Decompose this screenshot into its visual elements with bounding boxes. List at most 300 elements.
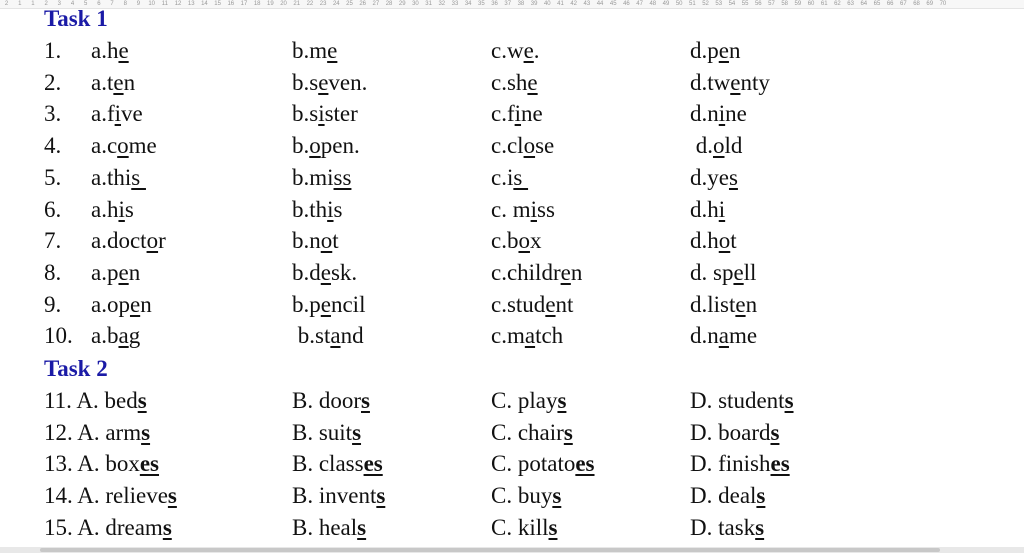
option-text: r xyxy=(158,228,166,254)
underlined-letters: s xyxy=(755,514,765,540)
underlined-letters: e xyxy=(320,259,331,285)
option-c4 xyxy=(690,483,765,509)
underlined-letters: a xyxy=(330,323,341,349)
task1-row xyxy=(0,292,1024,324)
option-text: c.w xyxy=(491,38,524,63)
ruler-tick: 33 xyxy=(451,1,459,7)
underlined-letters: s xyxy=(162,514,172,540)
ruler-tick: 44 xyxy=(596,1,604,7)
option-text: a.p xyxy=(91,259,119,285)
ruler-tick: 31 xyxy=(425,1,432,7)
option-c2 xyxy=(292,38,337,64)
ruler-tick: 37 xyxy=(504,1,512,7)
option-c4 xyxy=(690,101,747,127)
option-text: d.h xyxy=(690,228,719,254)
option-text: D. task xyxy=(690,514,756,540)
option-text: ll xyxy=(743,259,757,285)
underlined-letters: es xyxy=(575,451,595,477)
underlined-letters: e xyxy=(327,38,338,63)
underlined-letters: e xyxy=(527,69,538,95)
task1-row xyxy=(0,165,1024,197)
option-c3 xyxy=(491,292,573,318)
underlined-letters: o xyxy=(518,228,530,254)
ruler-tick: 15 xyxy=(214,1,221,7)
option-c1 xyxy=(91,260,140,286)
option-c2 xyxy=(292,197,342,223)
ruler-tick: 7 xyxy=(110,1,114,7)
option-text: me xyxy=(728,323,758,349)
underlined-letters: e xyxy=(118,38,129,63)
ruler-tick: 68 xyxy=(913,1,920,7)
underlined-letters: ss xyxy=(333,164,352,190)
option-text: c.sh xyxy=(491,69,528,95)
option-text: D. board xyxy=(690,419,771,445)
ruler-tick: 28 xyxy=(385,1,393,7)
option-text: B. suit xyxy=(292,419,353,445)
option-text: b.s xyxy=(292,101,319,127)
ruler-tick: 59 xyxy=(794,1,802,7)
underlined-letters: e xyxy=(523,38,534,63)
option-text: ncil xyxy=(330,291,366,317)
underlined-letters: o xyxy=(320,228,333,254)
option-text: n xyxy=(140,291,152,317)
option-text: me xyxy=(128,133,157,159)
ruler-tick: 62 xyxy=(834,1,841,7)
ruler-tick: 39 xyxy=(530,1,538,7)
ruler-tick: 45 xyxy=(609,1,617,7)
option-text: c.f xyxy=(491,101,515,127)
option-c1 xyxy=(91,292,152,318)
option-c4 xyxy=(690,451,790,477)
ruler-tick: 36 xyxy=(491,1,498,7)
underlined-letters: s xyxy=(728,164,738,190)
underlined-letters: e xyxy=(129,291,141,317)
ruler-tick: 14 xyxy=(201,1,208,7)
task2-row xyxy=(0,420,1024,452)
underlined-letters: i xyxy=(514,101,522,127)
option-text: x xyxy=(529,228,542,254)
underlined-letters: o xyxy=(146,228,159,254)
ruler-tick: 13 xyxy=(187,1,195,7)
option-c2 xyxy=(292,483,385,509)
ruler-tick: 56 xyxy=(754,1,762,7)
option-text: pen. xyxy=(320,133,360,159)
option-c2 xyxy=(292,323,364,349)
option-c1 xyxy=(44,388,147,414)
task2-row xyxy=(0,483,1024,515)
option-text: tch xyxy=(535,323,564,349)
option-c1 xyxy=(44,420,150,446)
ruler-tick: 52 xyxy=(702,1,709,7)
underlined-letters: es xyxy=(770,451,790,477)
option-text: C. chair xyxy=(491,419,564,445)
option-c3 xyxy=(491,228,541,254)
task1-heading: Task 1 xyxy=(44,6,108,31)
task1-row xyxy=(0,133,1024,165)
ruler-tick: 23 xyxy=(319,1,327,7)
option-text: sk. xyxy=(330,259,358,285)
option-c4 xyxy=(690,38,740,64)
ruler-tick: 40 xyxy=(543,1,551,7)
question-number: 2. xyxy=(44,69,62,95)
option-c1 xyxy=(91,133,157,159)
option-c2 xyxy=(292,420,361,446)
ruler-tick: 63 xyxy=(847,1,854,7)
option-c1 xyxy=(91,165,146,191)
ruler-tick: 3 xyxy=(57,1,62,7)
option-text: c. m xyxy=(491,196,531,222)
underlined-letters: i xyxy=(318,101,325,127)
underlined-letters: o xyxy=(523,133,536,159)
ruler-tick: 69 xyxy=(926,1,934,7)
task1-row xyxy=(0,70,1024,102)
ruler-tick: 38 xyxy=(517,1,525,7)
ruler-tick: 1 xyxy=(31,1,35,7)
option-text: d.ye xyxy=(690,164,729,190)
option-c3 xyxy=(491,483,561,509)
option-c4 xyxy=(690,515,764,541)
task2-row xyxy=(0,515,1024,547)
option-c2 xyxy=(292,70,367,96)
option-text: b.p xyxy=(292,291,321,317)
option-text: b.th xyxy=(292,196,328,222)
option-text: s xyxy=(124,196,134,222)
option-c4 xyxy=(690,165,738,191)
underlined-letters: a xyxy=(118,323,129,349)
task1-row xyxy=(0,323,1024,355)
option-c4 xyxy=(690,388,794,414)
option-c4 xyxy=(690,197,725,223)
underlined-letters: i xyxy=(718,101,726,127)
option-text: d.list xyxy=(690,291,736,317)
underlined-letters: e xyxy=(118,259,129,285)
underlined-letters: s xyxy=(563,419,573,445)
ruler-tick: 6 xyxy=(97,1,101,7)
underlined-letters: es xyxy=(363,451,383,477)
ruler-tick: 24 xyxy=(332,1,340,7)
option-text: d. sp xyxy=(690,259,734,285)
option-text: a.f xyxy=(91,101,115,127)
option-text: ne xyxy=(521,101,543,127)
option-text: d.n xyxy=(690,323,719,349)
option-text: ve xyxy=(121,101,143,127)
option-text: b.n xyxy=(292,228,321,254)
option-c3 xyxy=(491,323,563,349)
ruler-tick: 67 xyxy=(900,1,907,7)
underlined-letters: i xyxy=(114,101,122,127)
option-text: nd xyxy=(340,323,364,349)
option-text: n xyxy=(570,259,583,285)
option-text: ss xyxy=(537,196,555,222)
question-number: 1. xyxy=(44,38,62,63)
option-text: n xyxy=(745,291,758,317)
task1-row xyxy=(0,38,1024,70)
option-c1 xyxy=(91,38,129,64)
option-c2 xyxy=(292,260,357,286)
option-text: n xyxy=(128,259,141,285)
option-text: 14. A. relieve xyxy=(44,483,168,509)
option-text: 13. A. box xyxy=(44,451,140,477)
ruler-tick: 27 xyxy=(372,1,380,7)
ruler-tick: 2 xyxy=(44,1,48,7)
option-c3 xyxy=(491,165,528,191)
underlined-letters: s xyxy=(131,164,146,190)
option-text: a.b xyxy=(91,323,119,349)
option-text: a.c xyxy=(91,133,118,159)
option-text: ne xyxy=(725,101,747,127)
underlined-letters: e xyxy=(730,69,741,95)
option-text: g xyxy=(128,323,141,349)
option-text: nty xyxy=(740,69,770,95)
ruler-tick: 51 xyxy=(689,1,696,7)
underlined-letters: e xyxy=(320,291,331,317)
option-c3 xyxy=(491,197,555,223)
option-text: a.thi xyxy=(91,164,132,190)
ruler-tick: 20 xyxy=(280,1,287,7)
option-text: se xyxy=(535,133,555,159)
underlined-letters: s xyxy=(141,419,151,445)
ruler-tick: 2 xyxy=(4,1,9,7)
ruler-tick: 21 xyxy=(293,1,301,7)
option-text: B. class xyxy=(292,451,364,477)
task2-row xyxy=(0,388,1024,420)
option-text: b.st xyxy=(292,323,331,349)
underlined-letters: s xyxy=(770,419,780,445)
option-text: B. heal xyxy=(292,514,358,540)
ruler-tick: 57 xyxy=(768,1,775,7)
option-c1 xyxy=(91,228,166,254)
ruler-tick: 50 xyxy=(675,1,683,7)
option-text: b.m xyxy=(292,38,328,63)
underlined-letters: i xyxy=(327,196,334,222)
option-text: t xyxy=(730,228,737,254)
ruler-tick: 19 xyxy=(267,1,274,7)
ruler-tick: 30 xyxy=(412,1,419,7)
option-c1 xyxy=(91,323,140,349)
question-number: 8. xyxy=(44,259,62,285)
option-c4 xyxy=(690,323,757,349)
option-text: C. play xyxy=(491,388,558,413)
ruler-tick: 25 xyxy=(346,1,353,7)
ruler-tick: 64 xyxy=(860,1,868,7)
option-c4 xyxy=(690,292,757,318)
option-text: d.h xyxy=(690,196,719,222)
ruler-tick: 46 xyxy=(623,1,630,7)
option-text: . xyxy=(533,38,540,63)
option-text: b.s xyxy=(292,69,319,95)
option-text: n xyxy=(728,38,741,63)
option-c2 xyxy=(292,388,370,414)
option-text: c.cl xyxy=(491,133,524,159)
ruler-tick: 41 xyxy=(557,1,564,7)
ruler-tick: 35 xyxy=(478,1,485,7)
option-text: a.op xyxy=(91,291,130,317)
option-text: b.d xyxy=(292,259,321,285)
underlined-letters: s xyxy=(376,483,386,509)
option-c1 xyxy=(91,197,134,223)
ruler-tick: 54 xyxy=(728,1,736,7)
option-text: c.childr xyxy=(491,259,561,285)
ruler-tick: 4 xyxy=(70,1,75,7)
question-number: 7. xyxy=(44,228,62,254)
option-c1 xyxy=(44,515,172,541)
underlined-letters: e xyxy=(733,259,744,285)
ruler-tick: 55 xyxy=(741,1,749,7)
underlined-letters: es xyxy=(139,451,160,477)
underlined-letters: e xyxy=(718,38,729,63)
ruler-tick: 16 xyxy=(227,1,235,7)
option-text: nt xyxy=(555,291,574,317)
option-text: a.t xyxy=(91,69,114,95)
option-text: t xyxy=(332,228,339,254)
option-text: 12. A. arm xyxy=(44,419,142,445)
underlined-letters: s xyxy=(784,388,794,413)
question-number: 9. xyxy=(44,291,62,317)
ruler-tick: 18 xyxy=(253,1,261,7)
underlined-letters: s xyxy=(357,514,367,540)
horizontal-scrollbar[interactable] xyxy=(0,547,1024,553)
task2-row xyxy=(0,451,1024,483)
underlined-letters: s xyxy=(361,388,370,413)
underlined-letters: i xyxy=(530,196,537,222)
ruler-tick: 11 xyxy=(161,1,168,7)
task2-heading: Task 2 xyxy=(44,356,108,381)
ruler-tick: 22 xyxy=(306,1,314,7)
option-c3 xyxy=(491,101,543,127)
option-text: a.h xyxy=(91,196,119,222)
option-c3 xyxy=(491,38,540,64)
option-c4 xyxy=(690,228,737,254)
task1-row xyxy=(0,228,1024,260)
option-c3 xyxy=(491,451,595,477)
question-number: 6. xyxy=(44,196,62,222)
option-text: D. finish xyxy=(690,451,771,477)
ruler-tick: 17 xyxy=(240,1,248,7)
ruler-tick: 26 xyxy=(359,1,366,7)
underlined-letters: e xyxy=(545,291,556,317)
option-text: B. door xyxy=(292,388,361,413)
option-text: ster xyxy=(324,101,358,127)
ruler-tick: 32 xyxy=(438,1,446,7)
underlined-letters: s xyxy=(137,388,147,413)
option-text: B. invent xyxy=(292,483,377,509)
option-c3 xyxy=(491,260,582,286)
option-text: d.p xyxy=(690,38,719,63)
option-c2 xyxy=(292,228,339,254)
ruler-tick: 58 xyxy=(781,1,788,7)
underlined-letters: o xyxy=(309,133,321,159)
underlined-letters: s xyxy=(756,483,766,509)
ruler-tick: 5 xyxy=(84,1,88,7)
option-text: a.h xyxy=(91,38,119,63)
option-c4 xyxy=(690,420,779,446)
question-number: 10. xyxy=(44,323,73,349)
underlined-letters: a xyxy=(524,323,536,349)
ruler-tick: 47 xyxy=(636,1,643,7)
ruler-tick: 49 xyxy=(662,1,670,7)
question-number: 4. xyxy=(44,133,62,159)
underlined-letters: o xyxy=(713,133,725,159)
option-text: C. potato xyxy=(491,451,576,477)
option-text: c.i xyxy=(491,164,514,190)
option-c4 xyxy=(690,260,756,286)
underlined-letters: e xyxy=(560,259,571,285)
underlined-letters: s xyxy=(548,514,558,540)
underlined-letters: o xyxy=(117,133,129,159)
ruler-tick: 34 xyxy=(464,1,472,7)
ruler-tick: 10 xyxy=(148,1,155,7)
option-c2 xyxy=(292,292,365,318)
ruler-tick: 9 xyxy=(136,1,141,7)
ruler-tick: 65 xyxy=(873,1,881,7)
option-c3 xyxy=(491,515,557,541)
option-text: D. student xyxy=(690,388,785,413)
option-text: b. xyxy=(292,133,310,159)
option-text: a.doct xyxy=(91,228,147,254)
underlined-letters: s xyxy=(167,483,177,509)
option-c1 xyxy=(44,483,177,509)
option-c2 xyxy=(292,451,383,477)
option-text: D. deal xyxy=(690,483,757,509)
ruler-tick: 1 xyxy=(18,1,22,7)
option-text: 11. A. bed xyxy=(44,388,138,413)
scrollbar-thumb[interactable] xyxy=(40,548,940,552)
option-text: d.tw xyxy=(690,69,731,95)
option-c1 xyxy=(44,451,159,477)
task1-row xyxy=(0,101,1024,133)
option-c2 xyxy=(292,133,360,159)
option-text: 15. A. dream xyxy=(44,514,163,540)
option-text: c.b xyxy=(491,228,519,254)
option-text: d.n xyxy=(690,101,719,127)
option-text: ven. xyxy=(328,69,368,95)
option-text: ld xyxy=(724,133,743,159)
option-c3 xyxy=(491,133,554,159)
underlined-letters: e xyxy=(735,291,746,317)
option-text: n xyxy=(123,69,136,95)
underlined-letters: i xyxy=(118,196,125,222)
underlined-letters: i xyxy=(718,196,726,222)
underlined-letters: s xyxy=(513,164,529,190)
underlined-letters: e xyxy=(113,69,124,95)
ruler-tick: 42 xyxy=(570,1,577,7)
ruler-tick: 29 xyxy=(398,1,406,7)
underlined-letters: e xyxy=(318,69,329,95)
option-text: C. kill xyxy=(491,514,549,540)
option-text: C. buy xyxy=(491,483,553,509)
ruler-tick: 53 xyxy=(715,1,723,7)
option-c1 xyxy=(91,101,143,127)
ruler-tick: 8 xyxy=(123,1,127,7)
option-c2 xyxy=(292,101,358,127)
ruler-tick: 60 xyxy=(807,1,815,7)
ruler-tick: 66 xyxy=(886,1,894,7)
question-number: 3. xyxy=(44,101,62,127)
option-c2 xyxy=(292,165,351,191)
ruler-tick: 12 xyxy=(174,1,182,7)
option-text: b.mi xyxy=(292,164,334,190)
option-text: s xyxy=(333,196,343,222)
task1-row xyxy=(0,260,1024,292)
ruler-tick: 70 xyxy=(939,1,947,7)
option-text: c.stud xyxy=(491,291,546,317)
underlined-letters: s xyxy=(557,388,567,413)
task1-row xyxy=(0,197,1024,229)
option-c3 xyxy=(491,70,538,96)
option-c2 xyxy=(292,515,366,541)
ruler-tick: 48 xyxy=(649,1,657,7)
underlined-letters: s xyxy=(552,483,562,509)
